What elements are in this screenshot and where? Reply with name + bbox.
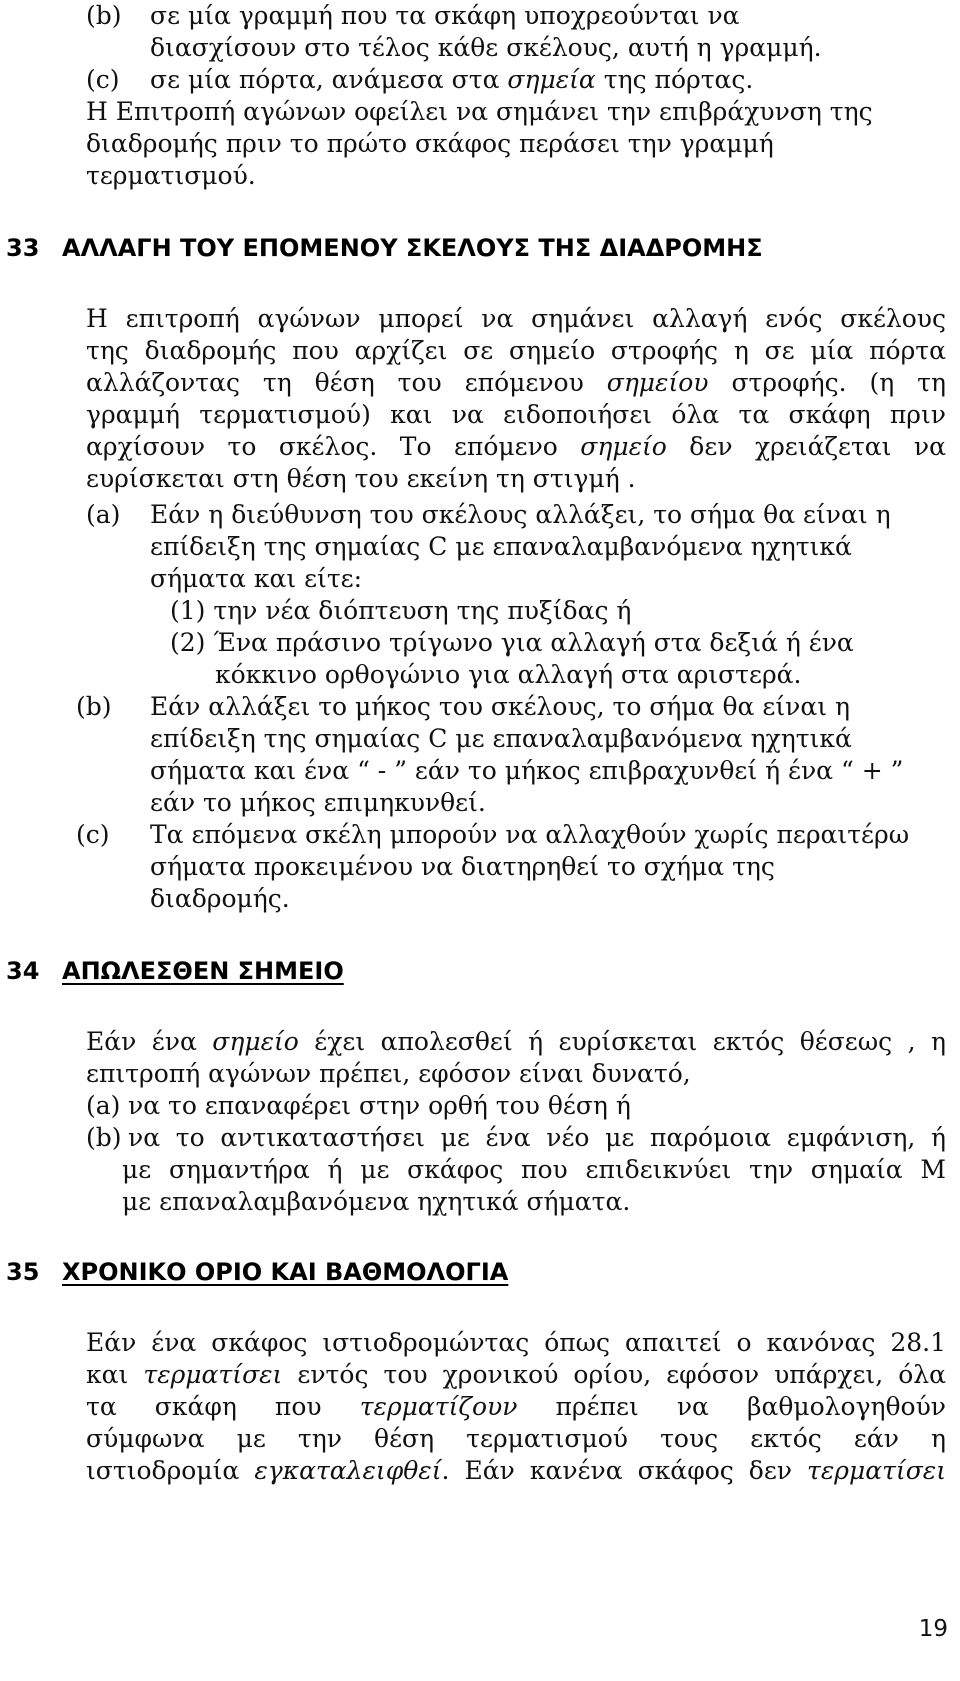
paragraph-line: ευρίσκεται στη θέση του εκείνη τη στιγμή .: [86, 464, 636, 493]
paragraph-line: Η Επιτροπή αγώνων οφείλει να σημάνει την επιβράχυνση της: [86, 97, 873, 126]
item-c-marker: (c): [86, 65, 120, 94]
item-b-line: διασχίσουν στο τέλος κάθε σκέλους, αυτή η γραμμή.: [150, 33, 822, 62]
text: Εάν ένα: [86, 1027, 213, 1056]
item-b-marker: (b): [86, 1, 122, 30]
italic-term: τερματίσει: [143, 1360, 283, 1389]
item-b-marker: (b): [76, 692, 112, 721]
item-b-marker: (b): [86, 1123, 122, 1152]
paragraph-line: επιτροπή αγώνων πρέπει, εφόσον είναι δυνατό,: [86, 1059, 691, 1088]
item-b-line: με επαναλαμβανόμενα ηχητικά σήματα.: [122, 1187, 631, 1216]
subitem-2-cont: κόκκινο ορθογώνιο για αλλαγή στα αριστερά.: [215, 660, 802, 689]
text: της πόρτας.: [595, 65, 754, 94]
item-a-line: να το επαναφέρει στην ορθή του θέση ή: [128, 1091, 631, 1120]
italic-term: τερματίζουν: [359, 1392, 518, 1421]
item-b-line: με σημαντήρα ή με σκάφος που επιδεικνύει την σημαία M: [122, 1155, 946, 1184]
paragraph-line: Η επιτροπή αγώνων μπορεί να σημάνει αλλαγή ενός σκέλους: [86, 304, 946, 333]
item-b-line: εάν το μήκος επιμηκυνθεί.: [150, 788, 486, 817]
section-heading: [6, 232, 763, 264]
section-number: 35: [6, 1258, 40, 1286]
text: αρχίσουν το σκέλος. Το επόμενο: [86, 432, 581, 461]
paragraph-line: [86, 1359, 946, 1391]
item-b-line: να το αντικαταστήσει με ένα νέο με παρόμοια εμφάνιση, ή: [128, 1123, 946, 1152]
text: και: [86, 1360, 144, 1389]
italic-term: σημείου: [606, 368, 709, 397]
item-b-line: σήματα και ένα “ - ” εάν το μήκος επιβραχυνθεί ή ένα “ + ”: [150, 756, 904, 785]
text: στροφής. (η τη: [708, 368, 946, 397]
section-heading: [6, 955, 344, 987]
paragraph-line: της διαδρομής που αρχίζει σε σημείο στροφής η σε μία πόρτα: [86, 336, 946, 365]
text: ιστιοδρομία: [86, 1456, 255, 1485]
item-c-line: διαδρομής.: [150, 884, 290, 913]
section-heading: [6, 1256, 508, 1288]
text: δεν χρειάζεται να: [666, 432, 946, 461]
text: έχει απολεσθεί ή ευρίσκεται εκτός θέσεως , η: [298, 1027, 946, 1056]
paragraph-line: [86, 1391, 946, 1423]
paragraph-line: γραμμή τερματισμού) και να ειδοποιήσει όλα τα σκάφη πριν: [86, 400, 946, 429]
item-c-line: σήματα προκειμένου να διατηρηθεί το σχήμα της: [150, 852, 775, 881]
paragraph-line: διαδρομής πριν το πρώτο σκάφος περάσει την γραμμή: [86, 129, 774, 158]
item-b-line: επίδειξη της σημαίας C με επαναλαμβανόμενα ηχητικά: [150, 724, 852, 753]
text: αλλάζοντας τη θέση του επόμενου: [86, 368, 607, 397]
item-a-marker: (a): [86, 500, 121, 529]
italic-term: τερματίσει: [807, 1456, 947, 1485]
paragraph-line: [86, 1026, 946, 1058]
text: . Εάν κανένα σκάφος δεν: [441, 1456, 808, 1485]
item-b-line: σε μία γραμμή που τα σκάφη υποχρεούνται να: [150, 1, 740, 30]
paragraph-line: [86, 1455, 946, 1487]
item-a-line: Εάν η διεύθυνση του σκέλους αλλάξει, το σήμα θα είναι η: [150, 500, 891, 529]
subitem-2: (2) Ένα πράσινο τρίγωνο για αλλαγή στα δεξιά ή ένα: [170, 628, 854, 657]
item-b-line: Εάν αλλάξει το μήκος του σκέλους, το σήμα θα είναι η: [150, 692, 850, 721]
section-number: 33: [6, 234, 40, 262]
item-a-line: επίδειξη της σημαίας C με επαναλαμβανόμενα ηχητικά: [150, 532, 852, 561]
section-title: ΑΛΛΑΓΗ ΤΟΥ ΕΠΟΜΕΝΟΥ ΣΚΕΛΟΥΣ ΤΗΣ ΔΙΑΔΡΟΜΗΣ: [62, 234, 763, 262]
text: τα σκάφη που: [86, 1392, 360, 1421]
item-c-line: [150, 64, 753, 96]
item-a-marker: (a): [86, 1091, 121, 1120]
italic-term: σημείο: [212, 1027, 299, 1056]
section-title: ΧΡΟΝΙΚΟ ΟΡΙΟ ΚΑΙ ΒΑΘΜΟΛΟΓΙΑ: [62, 1258, 509, 1286]
text: εντός του χρονικού ορίου, εφόσον υπάρχει, όλα: [282, 1360, 946, 1389]
item-c-marker: (c): [76, 820, 110, 849]
italic-term: σημείο: [580, 432, 667, 461]
item-c-line: Τα επόμενα σκέλη μπορούν να αλλαχθούν χωρίς περαιτέρω: [150, 820, 910, 849]
section-number: 34: [6, 957, 40, 985]
italic-term: εγκαταλειφθεί: [254, 1456, 442, 1485]
text: σε μία πόρτα, ανάμεσα στα: [150, 65, 508, 94]
paragraph-line: Εάν ένα σκάφος ιστιοδρομώντας όπως απαιτεί ο κανόνας 28.1: [86, 1328, 946, 1357]
subitem-1: (1) την νέα διόπτευση της πυξίδας ή: [170, 596, 632, 625]
paragraph-line: [86, 367, 946, 399]
italic-term: σημεία: [507, 65, 596, 94]
paragraph-line: σύμφωνα με την θέση τερματισμού τους εκτός εάν η: [86, 1424, 946, 1453]
page-number: 19: [918, 1616, 948, 1642]
item-a-line: σήματα και είτε:: [150, 564, 363, 593]
section-title: ΑΠΩΛΕΣΘΕΝ ΣΗΜΕΙΟ: [62, 957, 344, 985]
paragraph-line: τερματισμού.: [86, 161, 256, 190]
paragraph-line: [86, 431, 946, 463]
text: πρέπει να βαθμολογηθούν: [517, 1392, 946, 1421]
